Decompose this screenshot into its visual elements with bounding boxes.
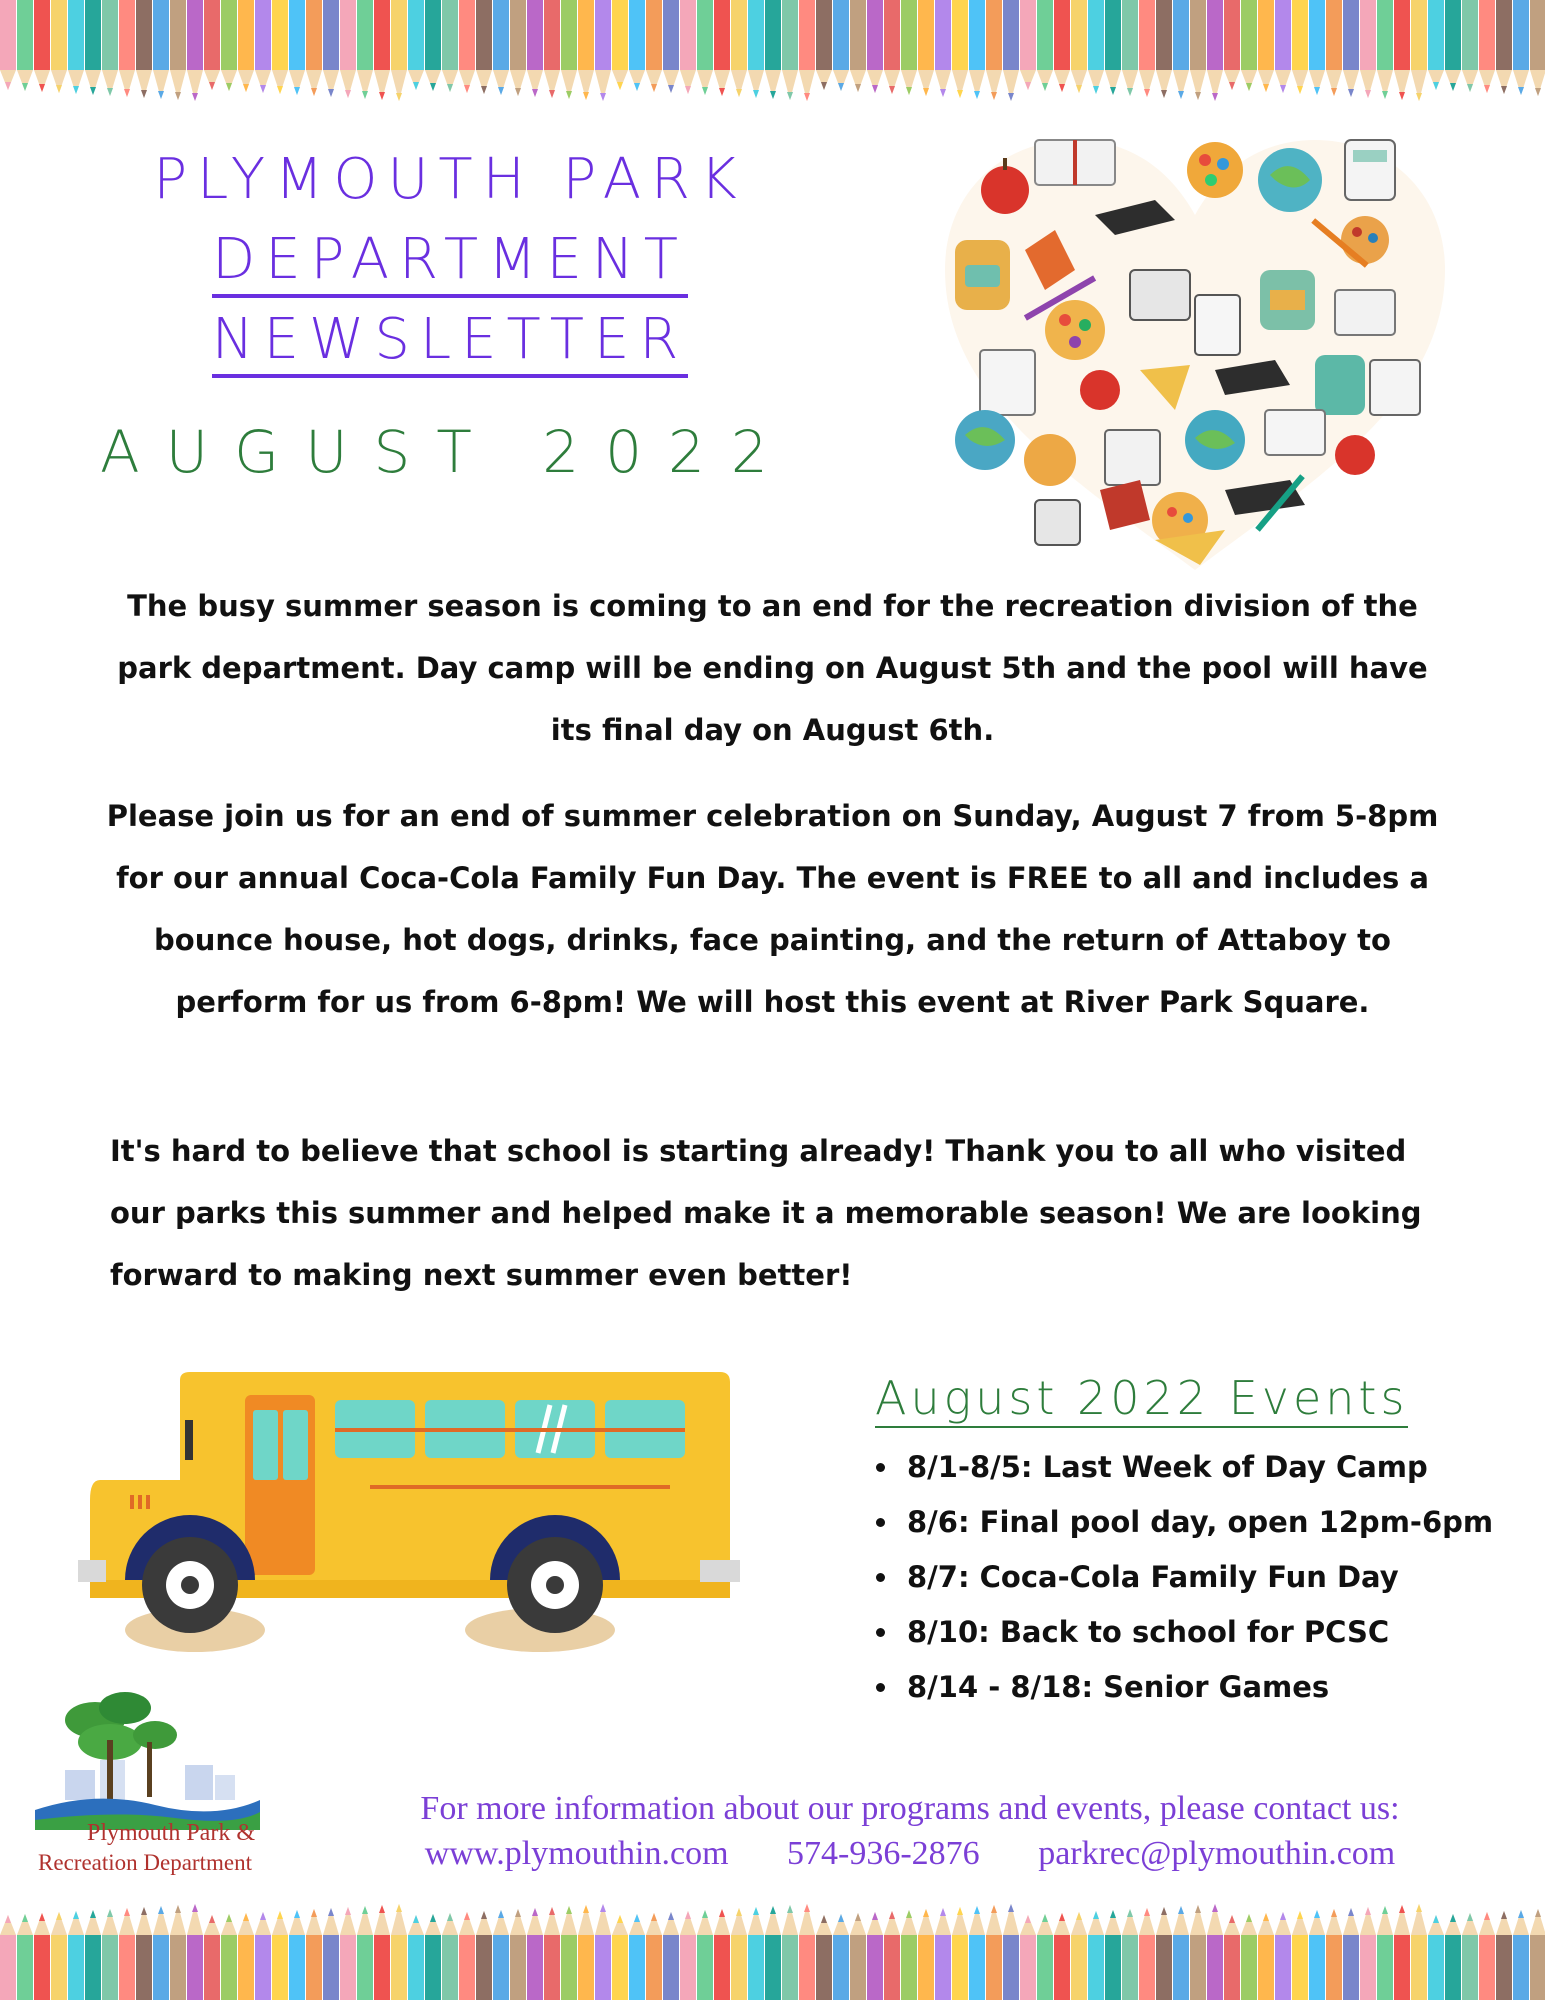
event-item: • 8/1-8/5: Last Week of Day Camp — [901, 1440, 1493, 1495]
event-item: • 8/14 - 8/18: Senior Games — [901, 1660, 1493, 1715]
newsletter-title-line1: PLYMOUTH PARK — [153, 147, 747, 212]
newsletter-title-line2-text: DEPARTMENT — [212, 227, 688, 298]
contact-heading: For more information about our programs and events, please contact us: — [420, 1790, 1400, 1827]
newsletter-title-line3-text: NEWSLETTER — [212, 307, 689, 378]
newsletter-month: AUGUST 2022 — [100, 418, 794, 486]
events-title: August 2022 Events — [875, 1370, 1408, 1428]
event-item: • 8/7: Coca-Cola Family Fun Day — [901, 1550, 1493, 1605]
school-supplies-heart-icon — [925, 120, 1465, 580]
pencil-border-top — [0, 0, 1545, 105]
contact-website-link[interactable]: www.plymouthin.com — [424, 1835, 729, 1872]
intro-paragraph-1: The busy summer season is coming to an end for the recreation division of the park department. Day camp will be ending on August 5th and the pool will have its final day on August 6th. — [117, 589, 1428, 747]
event-item: • 8/6: Final pool day, open 12pm-6pm — [901, 1495, 1493, 1550]
colored-pencils-icon — [0, 1900, 1545, 2000]
newsletter-title-line3 — [60, 300, 840, 380]
logo-text-line2: Recreation Department — [38, 1850, 252, 1875]
contact-phone: 574-936-2876 — [787, 1835, 980, 1872]
school-bus-icon — [70, 1360, 750, 1660]
events-list — [865, 1440, 1493, 1715]
newsletter-title-line2 — [60, 220, 840, 300]
pencil-border-bottom — [0, 1900, 1545, 2000]
event-item: • 8/10: Back to school for PCSC — [901, 1605, 1493, 1660]
contact-details — [330, 1835, 1490, 1873]
contact-email-link[interactable]: parkrec@plymouthin.com — [1038, 1835, 1396, 1872]
colored-pencils-icon — [0, 0, 1545, 105]
intro-paragraph-2: Please join us for an end of summer celebration on Sunday, August 7 from 5-8pm for our annual Coca-Cola Family Fun Day. The event is FREE to all and includes a bounce house, hot dogs, drinks, face painting, and the return of Attaboy to perform for us from 6-8pm! We will host this event at River Park Square. — [106, 799, 1439, 1019]
intro-paragraph-3: It's hard to believe that school is starting already! Thank you to all who visited our parks this summer and helped make it a memorable season! We are looking forward to making next summer even better! — [110, 1134, 1422, 1292]
logo-text-line1: Plymouth Park & — [86, 1820, 255, 1846]
